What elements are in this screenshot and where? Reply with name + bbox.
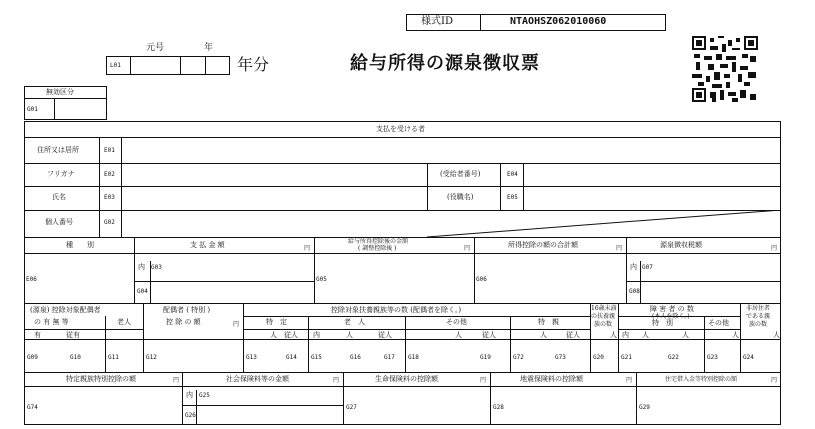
type-code: E06 <box>26 276 37 283</box>
rojin-label: 老 人 <box>344 318 365 326</box>
code-g72: G72 <box>513 354 524 361</box>
code-g23: G23 <box>707 354 718 361</box>
code-g13: G13 <box>246 354 257 361</box>
form-title: 給与所得の源泉徴収票 <box>350 53 540 74</box>
deduct-yen: 円 <box>616 245 623 252</box>
housing-header: 住宅借入金等特別控除の額 <box>665 376 738 383</box>
spouse-label-1: (源泉) 控除対象配偶者 <box>30 306 101 314</box>
code-g14: G14 <box>286 354 297 361</box>
spouse-label-2: の 有 無 等 <box>34 318 69 326</box>
social-yen: 円 <box>333 377 340 384</box>
code-g12: G12 <box>146 354 157 361</box>
wh-code-2: G08 <box>629 288 640 295</box>
nonresident-1: 非居住者 <box>746 305 771 312</box>
quake-yen: 円 <box>626 377 633 384</box>
disabled-nin-2: 人 <box>682 331 689 339</box>
disabled-uchi: 内 <box>622 331 629 339</box>
nonresident-3: 族の数 <box>749 321 768 328</box>
under16-1: 16歳未満 <box>591 305 617 312</box>
pay-code-1: G03 <box>151 264 162 271</box>
code-g18: G18 <box>408 354 419 361</box>
code-g27: G27 <box>346 404 357 411</box>
name-label: 氏名 <box>52 193 66 201</box>
withholding-header: 源泉徴収税額 <box>660 241 702 249</box>
form-id-label: 様式ID <box>421 16 453 27</box>
code-g74: G74 <box>27 404 38 411</box>
deduct-code: G06 <box>476 276 487 283</box>
code-g28: G28 <box>493 404 504 411</box>
after-header-2: ( 調整控除後 ) <box>358 245 397 252</box>
disabled-nin-3: 人 <box>732 331 739 339</box>
life-yen: 円 <box>480 377 487 384</box>
payment-header: 支 払 金 額 <box>190 241 225 249</box>
furigana-label: フリガナ <box>47 170 75 178</box>
qr-code-icon <box>692 36 758 102</box>
code-g21: G21 <box>621 354 632 361</box>
year-code: L01 <box>110 62 121 69</box>
tokutei-label: 特 定 <box>266 318 287 326</box>
code-g25: G25 <box>199 392 210 399</box>
payment-yen: 円 <box>304 245 311 252</box>
under16-2: の扶養親 <box>591 313 616 320</box>
code-g29: G29 <box>639 404 650 411</box>
slash-line <box>427 210 781 237</box>
nenbun-label: 年分 <box>237 55 270 74</box>
code-g11: G11 <box>108 354 119 361</box>
dep-nin-2: 人 <box>346 331 353 339</box>
code-g15: G15 <box>311 354 322 361</box>
furigana-code: E02 <box>104 171 115 178</box>
code-g16: G16 <box>350 354 361 361</box>
after-yen: 円 <box>464 245 471 252</box>
special-spouse-header: 特定親族特別控除の額 <box>66 375 136 383</box>
spouse-deduction-1: 配偶者 ( 特別 ) <box>163 306 211 314</box>
my-number-label: 個人番号 <box>45 218 73 226</box>
era-label: 元号 <box>146 43 165 53</box>
disabled-2: (本人を除く。) <box>652 313 690 320</box>
dep-jyu-4: 従人 <box>566 331 580 339</box>
withholding-yen: 円 <box>771 245 778 252</box>
deduct-total-header: 所得控除の額の合計額 <box>508 241 578 249</box>
code-g10: G10 <box>70 354 81 361</box>
pay-uchi: 内 <box>138 263 145 271</box>
dep-uchi-2: 内 <box>313 331 320 339</box>
dep-jyu-1: 従人 <box>284 331 298 339</box>
spouse-ari: 有 <box>34 331 41 339</box>
under16-3: 族の数 <box>594 321 613 328</box>
recipient-number-label: (受給者番号) <box>440 170 481 178</box>
pay-code-2: G04 <box>137 288 148 295</box>
life-header: 生命保険料の控除額 <box>375 375 438 383</box>
code-g22: G22 <box>668 354 679 361</box>
social-uchi: 内 <box>186 391 193 399</box>
year-label: 年 <box>204 43 214 53</box>
void-label: 無効区分 <box>46 88 74 96</box>
dep-jyu-3: 従人 <box>482 331 496 339</box>
recipient-number-code: E04 <box>507 171 518 178</box>
address-code: E01 <box>104 147 115 154</box>
sonota-label: その他 <box>446 318 467 326</box>
recipient-section-title: 支払を受ける者 <box>376 125 425 133</box>
form-id-value: NTAOHSZ062010060 <box>510 16 607 27</box>
wh-uchi: 内 <box>630 263 637 271</box>
after-header-1: 給与所得控除後の金額 <box>348 238 409 245</box>
nonresident-nin: 人 <box>773 331 780 339</box>
spouse-jyuu: 従有 <box>66 331 80 339</box>
under16-nin: 人 <box>610 331 617 339</box>
dep-nin-4: 人 <box>540 331 547 339</box>
name-code: E03 <box>104 194 115 201</box>
after-code: G05 <box>316 276 327 283</box>
spouse-rojin: 老人 <box>117 318 131 326</box>
position-label: (役職名) <box>447 193 474 201</box>
type-header: 種 別 <box>66 241 94 249</box>
disabled-sonota: その他 <box>708 319 729 327</box>
dependents-title: 控除対象扶養親族等の数 (配偶者を除く。) <box>331 306 462 314</box>
quake-header: 地震保険料の控除額 <box>520 375 583 383</box>
dep-nin-1: 人 <box>270 331 277 339</box>
my-number-code: G02 <box>104 219 115 226</box>
code-g17: G17 <box>384 354 395 361</box>
housing-yen: 円 <box>771 377 778 384</box>
void-code: G01 <box>27 106 38 113</box>
disabled-toku: 特 別 <box>652 319 673 327</box>
tokubetsu-label: 特 親 <box>538 318 559 326</box>
nonresident-2: である親 <box>746 313 771 320</box>
social-header: 社会保険料等の金額 <box>226 375 289 383</box>
code-g24: G24 <box>743 354 754 361</box>
wh-code-1: G07 <box>642 264 653 271</box>
disabled-nin-1: 人 <box>642 331 649 339</box>
code-g20: G20 <box>593 354 604 361</box>
code-g73: G73 <box>555 354 566 361</box>
dep-jyu-2: 従人 <box>378 331 392 339</box>
dep-nin-3: 人 <box>455 331 462 339</box>
year-field[interactable] <box>106 56 230 75</box>
disabled-1: 障 害 者 の 数 <box>650 305 694 313</box>
code-g19: G19 <box>480 354 491 361</box>
position-code: E05 <box>507 194 518 201</box>
code-g09: G09 <box>27 354 38 361</box>
address-label: 住所又は居所 <box>37 146 79 154</box>
spouse-yen: 円 <box>233 321 240 328</box>
spouse-deduction-2: 控 除 の 額 <box>166 318 201 326</box>
special-spouse-yen: 円 <box>173 377 180 384</box>
code-g26: G26 <box>185 412 196 419</box>
